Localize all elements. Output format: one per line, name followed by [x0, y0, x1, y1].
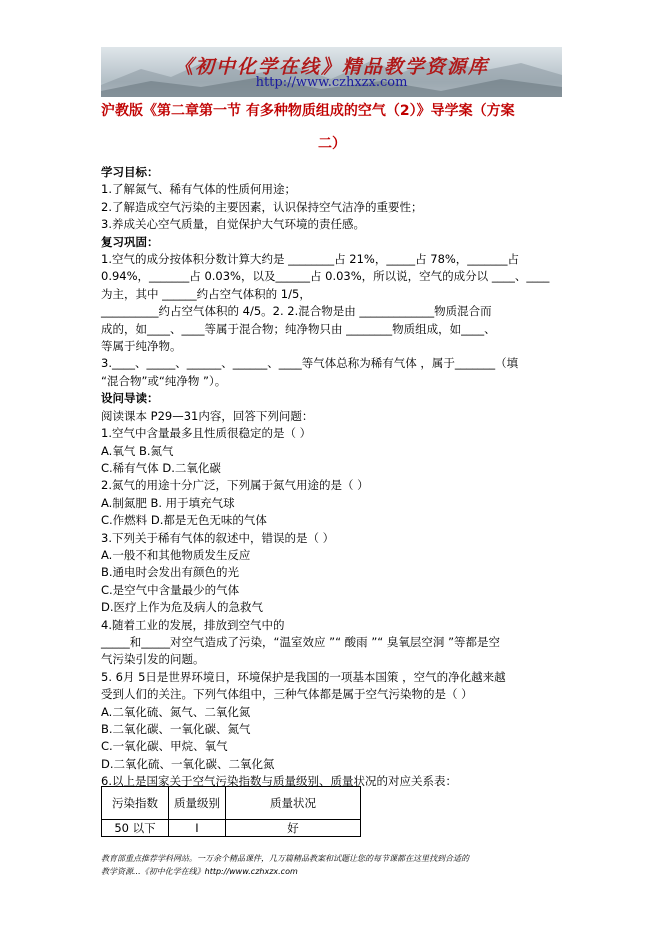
table-row — [102, 820, 361, 837]
question-line: 2.氮气的用途十分广泛，下列属于氮气用途的是（ ） — [101, 478, 369, 493]
option-line: D.二氧化硫、一氧化碳、二氧化氮 — [101, 756, 275, 771]
option-line: B.二氧化碳、一氧化碳、氮气 — [101, 722, 251, 736]
option-line: D.医疗上作为危及病人的急救气 — [101, 600, 264, 615]
question-line: 3.下列关于稀有气体的叙述中，错误的是（ ） — [101, 530, 335, 545]
option-line: C.是空气中含量最少的气体 — [101, 582, 240, 597]
footer-line: 教学资源...《初中化学在线》http://www.czhxzx.com — [101, 867, 298, 876]
table-cell: I — [169, 820, 226, 837]
text-line: 2.了解造成空气污染的主要因素，认识保持空气洁净的重要性； — [101, 199, 423, 214]
text-line: __________约占空气体积的 4/5。2. 2.混合物是由 _____________物质混合而 — [101, 304, 492, 319]
text-line: 1.了解氮气、稀有气体的性质何用途； — [101, 182, 296, 197]
option-line: A.一般不和其他物质发生反应 — [101, 547, 251, 562]
option-line: B.通电时会发出有颜色的光 — [101, 565, 240, 580]
section-heading: 设问导读： — [101, 391, 159, 406]
option-line: C.作燃料 D.都是无色无味的气体 — [101, 513, 267, 528]
option-line: A.二氧化硫、氮气、二氧化氮 — [101, 704, 251, 719]
question-line: 1.空气中含量最多且性质很稳定的是（ ） — [101, 426, 312, 441]
header-banner — [101, 47, 562, 97]
text-line: 0.94%，_______占 0.03%，以及______占 0.03%，所以说，空气的成分以 ____、____ — [101, 269, 550, 284]
option-line: A.制氮肥 B. 用于填充气球 — [101, 495, 235, 510]
question-line: 4.随着工业的发展，排放到空气中的 — [101, 617, 285, 632]
text-line: 受到人们的关注。下列气体组中，三种气体都是属于空气污染物的是（ ） — [101, 687, 473, 702]
option-line: C.一氧化碳、甲烷、氧气 — [101, 739, 228, 754]
question-line: 5. 6月 5日是世界环境日，环境保护是我国的一项基本国策 ，空气的净化越来越 — [101, 669, 506, 684]
document-title-line1: 沪教版《第二章第一节 有多种物质组成的空气（2）》导学案（方案 — [101, 103, 515, 119]
document-title-line2: 二） — [318, 136, 346, 152]
text-line: 为主，其中 ______约占空气体积的 1/5， — [101, 286, 311, 301]
section-heading: 复习巩固： — [101, 234, 159, 249]
text-line: 3.养成关心空气质量，自觉保护大气环境的责任感。 — [101, 217, 365, 232]
text-line: 3.____、_____、______、______、____等气体总称为稀有气体 ，属于_______（填 — [101, 356, 519, 371]
text-line: 等属于纯净物。 — [101, 339, 182, 354]
table-header-cell: 质量状况 — [226, 787, 361, 820]
banner-url[interactable]: http://www.czhxzx.com — [255, 75, 408, 90]
text-line: _____和_____对空气造成了污染，“温室效应 ”“ 酸雨 ”“ 臭氧层空洞 ”等都是空 — [101, 634, 501, 649]
document-body — [101, 164, 563, 791]
question-line: 6.以上是国家关于空气污染指数与质量级别、质量状况的对应关系表： — [101, 774, 457, 789]
table-cell: 好 — [226, 820, 361, 837]
banner-title: 《初中化学在线》精品教学资源库 — [173, 56, 489, 78]
text-line: 成的，如____、____等属于混合物；纯净物只由 ________物质组成，如____、 — [101, 321, 496, 336]
table-header-cell: 质量级别 — [169, 787, 226, 820]
text-line: 1.空气的成分按体积分数计算大约是 ________占 21%，_____占 78%，_______占 — [101, 252, 520, 267]
text-line: 气污染引发的问题。 — [101, 652, 205, 667]
table-header-row — [102, 787, 361, 820]
text-line: 阅读课本 P29—31内容，回答下列问题： — [101, 408, 314, 423]
text-line: “混合物”或“纯净物 ”）。 — [101, 373, 227, 388]
option-line: C.稀有气体 D.二氧化碳 — [101, 460, 221, 475]
footer-line: 教育部重点推荐学科网站。一万余个精品课件，几万篇精品教案和试题让您的每节课都在这里找到合适的 — [101, 854, 469, 863]
air-quality-table — [101, 786, 361, 837]
option-line: A.氧气 B.氮气 — [101, 443, 174, 458]
table-cell: 50 以下 — [102, 820, 169, 837]
page-footer — [101, 852, 571, 878]
table-header-cell: 污染指数 — [102, 787, 169, 820]
section-heading: 学习目标： — [101, 165, 159, 179]
